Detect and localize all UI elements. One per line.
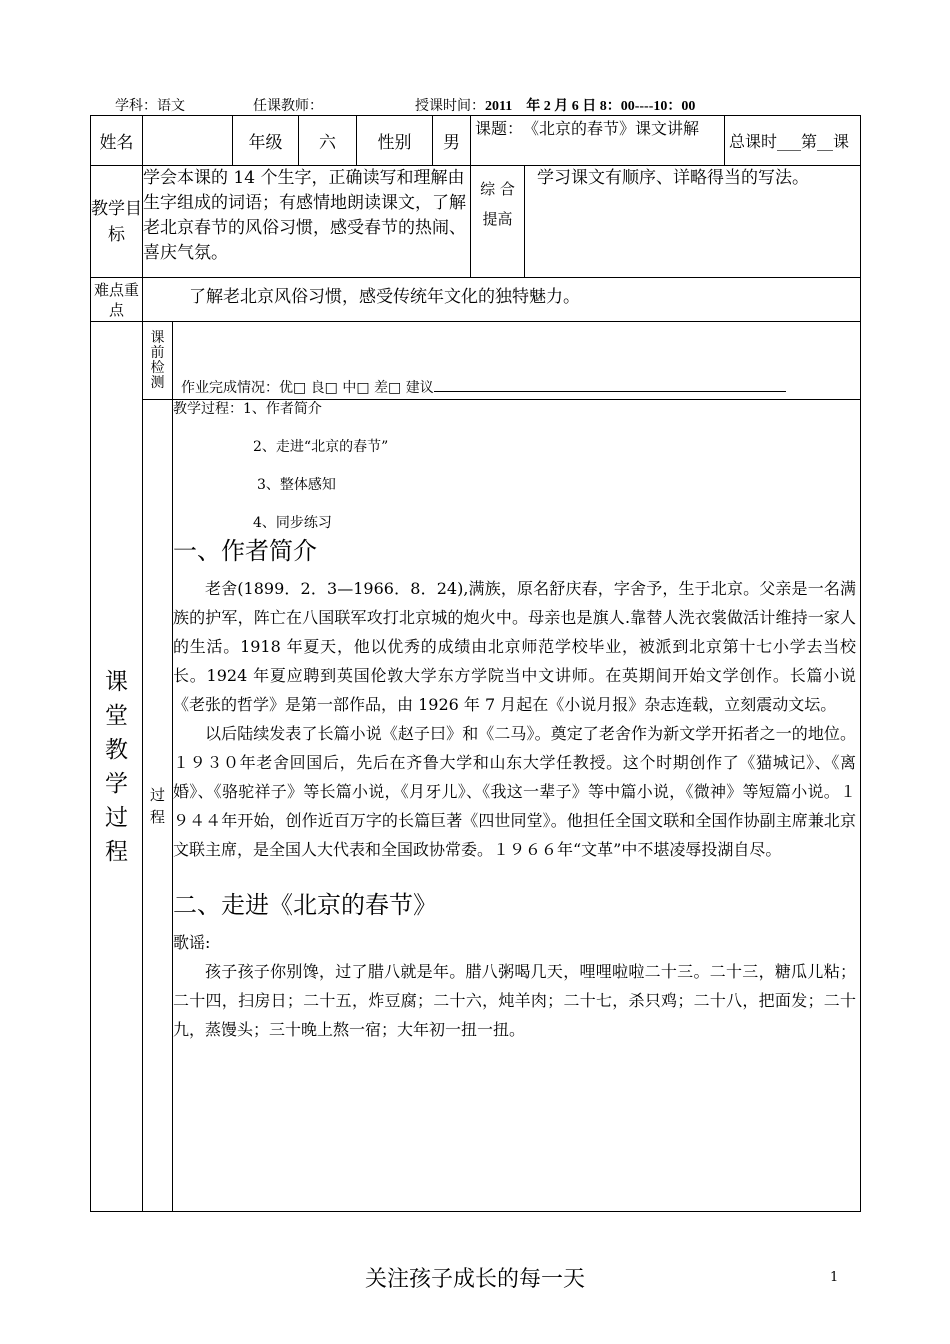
step-1: 教学过程：1、作者简介 xyxy=(173,401,322,417)
lesson-plan-table xyxy=(90,115,861,1212)
header-line xyxy=(115,95,695,115)
name-label: 姓名 xyxy=(91,116,143,166)
ballad-text: 孩子孩子你别馋，过了腊八就是年。腊八粥喝几天，哩哩啦啦二十三。二十三，糖瓜儿粘；二十四，扫房日；二十五，炸豆腐；二十六，炖羊肉；二十七，杀只鸡；二十八，把面发；二十九，蒸馒头；三十晚上熬一宿；大年初一扭一扭。 xyxy=(173,962,857,1039)
subject-label: 学科：语文 xyxy=(115,98,185,114)
process-steps xyxy=(173,390,860,542)
footer-slogan: 关注孩子成长的每一天 xyxy=(364,1267,585,1292)
suggestion-line xyxy=(434,377,786,392)
row-process xyxy=(91,400,861,1212)
process-label: 过程 xyxy=(143,400,173,1212)
process-content xyxy=(173,400,861,1212)
row-basic-info xyxy=(91,116,861,166)
section1-paragraph-2: 以后陆续发表了长篇小说《赵子曰》和《二马》。奠定了老舍作为新文学开拓者之一的地位。１９３０年老舍回国后，先后在齐鲁大学和山东大学任教授。这个时期创作了《猫城记》、《离婚》、《骆驼祥子》等长篇小说，《月牙儿》、《我这一辈子》等中篇小说，《微神》等短篇小说。１９４４年开始，创作近百万字的长篇巨著《四世同堂》。他担任全国文联和全国作协副主席兼北京文联主席，是全国人大代表和全国政协常委。１９６６年“文革”中不堪凌辱投湖自尽。 xyxy=(173,724,857,859)
keypoint-text: 了解老北京风俗习惯，感受传统年文化的独特魅力。 xyxy=(143,278,861,322)
section1-title: 一、作者简介 xyxy=(173,537,317,565)
improve-text: 学习课文有顺序、详略得当的写法。 xyxy=(525,166,861,278)
improve-label: 综 合 提高 xyxy=(471,166,525,278)
step-3: 3、整体感知 xyxy=(257,477,336,493)
classroom-process-label: 课堂教学过程 xyxy=(91,322,143,1212)
section2-title: 二、走进《北京的春节》 xyxy=(173,891,437,919)
topic-cell: 课题： 《北京的春节》课文讲解 xyxy=(471,116,725,166)
row-goals xyxy=(91,166,861,278)
teacher-label: 任课教师： xyxy=(253,98,323,114)
grade-value: 六 xyxy=(299,116,357,166)
gender-value: 男 xyxy=(433,116,471,166)
row-precheck xyxy=(91,322,861,400)
step-2: 2、走进“北京的春节” xyxy=(253,439,389,455)
time-value: 2011 年 2 月 6 日 8：00----10：00 xyxy=(485,99,696,114)
homework-status: 作业完成情况：优□ 良□ 中□ 差□ 建议 xyxy=(181,380,434,396)
name-value xyxy=(143,116,233,166)
section1-paragraph-1: 老舍(1899．2．3—1966．8．24),满族，原名舒庆春，字舍予，生于北京。父亲是一名满族的护军，阵亡在八国联军攻打北京城的炮火中。母亲也是旗人.靠替人洗衣裳做活计维持一家人的生活。1918 年夏天，他以优秀的成绩由北京师范学校毕业，被派到北京第十七小学去当校长。1924 年夏应聘到英国伦敦大学东方学院当中文讲师。在英期间开始文学创作。长篇小说《老张的哲学》是第一部作品，由 1926 年 7 月起在《小说月报》杂志连载，立刻震动文坛。 xyxy=(173,579,857,714)
time-label: 授课时间： xyxy=(415,98,485,114)
periods-cell: 总课时___第__课 xyxy=(725,116,861,166)
step-4: 4、同步练习 xyxy=(253,515,332,531)
goal-text: 学会本课的 14 个生字，正确读写和理解由生字组成的词语；有感情地朗读课文，了解老北京春节的风俗习惯，感受春节的热闹、喜庆气氛。 xyxy=(143,166,471,278)
precheck-label: 课前检测 xyxy=(143,322,173,400)
homework-cell xyxy=(173,322,861,400)
keypoint-label: 难点重点 xyxy=(91,278,143,322)
grade-label: 年级 xyxy=(233,116,299,166)
row-key-points xyxy=(91,278,861,322)
ballad-label: 歌谣: xyxy=(173,933,211,952)
goal-label: 教学目标 xyxy=(91,166,143,278)
gender-label: 性别 xyxy=(357,116,433,166)
time-field xyxy=(415,95,695,115)
page-number: 1 xyxy=(830,1270,839,1285)
